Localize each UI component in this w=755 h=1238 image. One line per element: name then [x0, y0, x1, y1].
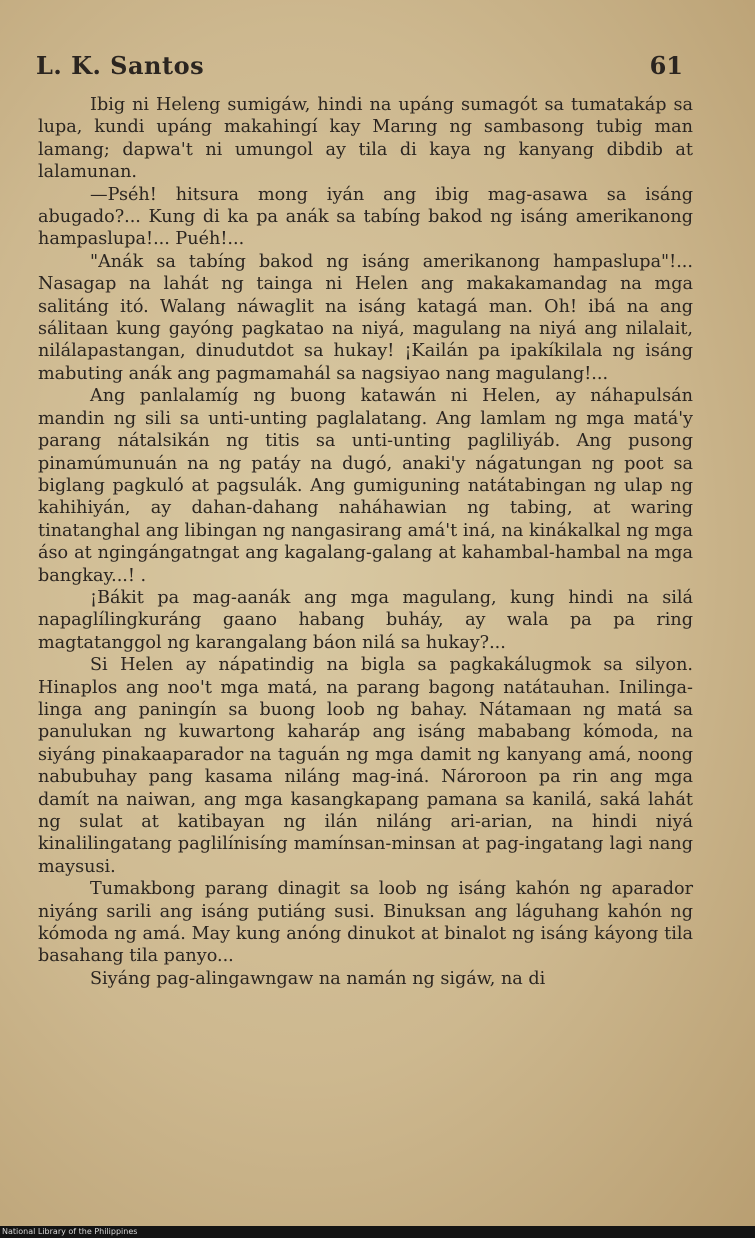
- running-head-author: L. K. Santos: [36, 51, 205, 80]
- scan-credit-footer: National Library of the Philippines: [0, 1226, 755, 1238]
- paragraph: ¡Bákit pa mag-aanák ang mga magulang, kung hindi na silá napaglílingkuráng gaano habang buháy, ay wala pa pa ring magtatanggol ng karangalang báon nilá sa hukay?...: [38, 587, 693, 653]
- paragraph: "Anák sa tabíng bakod ng isáng amerikanong hampaslupa"!... Nasagap na lahát ng tainga ni Helen ang makakamandag na mga salitáng itó. Walang náwaglit na isáng katagá man. Oh! ibá na ang sálitaan kung gayóng pagkatao na niyá, magulang na niyá ang nilalait, nilálapastangan, dinudutdot sa hukay! ¡Kailán pa ipakíkilala ng isáng mabuting anák ang pagmamahál sa nagsiyao nang magulang!...: [38, 251, 693, 384]
- paragraph: Ang panlalamíg ng buong katawán ni Helen, ay náhapulsán mandin ng sili sa unti-unting paglalatang. Ang lamlam ng mga matá'y parang nátalsikán ng titis sa unti-unting pagliliyáb. Ang pusong pinamúmunuán na ng patáy na dugó, anaki'y nágatungan ng poot sa biglang pagkuló at pagsulák. Ang gumiguning natátabingan ng ulap ng kahihiyán, ay dahan-dahang naháhawian ng tabing, at waring tinatanghal ang libingan ng nangasirang amá't iná, na kinákalkal ng mga áso at ngingángatngat ang kagalang-galang at kahambal-hambal na mga bangkay...! .: [38, 386, 693, 586]
- paragraph: Ibig ni Heleng sumigáw, hindi na upáng sumagót sa tumatakáp sa lupa, kundi upáng makahingí kay Marıng ng sambasong tubig man lamang; dapwa't ni umungol ay tila di kaya ng kanyang dibdib at lalamunan.: [38, 95, 693, 183]
- paragraph: Siyáng pag-alingawngaw na namán ng sigáw, na di: [90, 968, 546, 989]
- page-header: [36, 51, 683, 87]
- paragraph: Tumakbong parang dinagit sa loob ng isáng kahón ng aparador niyáng sarili ang isáng putiáng susi. Binuksan ang láguhang kahón ng kómoda ng amá. May kung anóng dinukot at binalot ng isáng káyong tila basahang tila panyo...: [38, 879, 693, 967]
- paragraph: —Pséh! hitsura mong iyán ang ibig mag-asawa sa isáng abugado?... Kung di ka pa anák sa tabíng bakod ng isáng amerikanong hampaslupa!... Puéh!...: [38, 184, 693, 250]
- paragraph: Si Helen ay nápatindig na bigla sa pagkakálugmok sa silyon. Hinaplos ang noo't mga matá, na parang bagong natátauhan. Inilinga-linga ang paningín sa buong loob ng bahay. Nátamaan ng matá sa panulukan ng kuwartong kaharáp ang isáng mababang kómoda, na siyáng pinakaaparador na taguán ng mga damit ng kanyang amá, noong nabubuhay pang kasama niláng mag-iná. Nároroon pa rin ang mga damít na naiwan, ang mga kasangkapang pamana sa kanilá, saká lahát ng sulat at katibayan ng ilán niláng ari-arian, na hindi niyá kinalilingatang paglilínisíng mamínsan-minsan at pag-ingatang lagi nang maysusi.: [38, 655, 693, 877]
- page-number: 61: [649, 51, 683, 80]
- page-body: [38, 94, 693, 990]
